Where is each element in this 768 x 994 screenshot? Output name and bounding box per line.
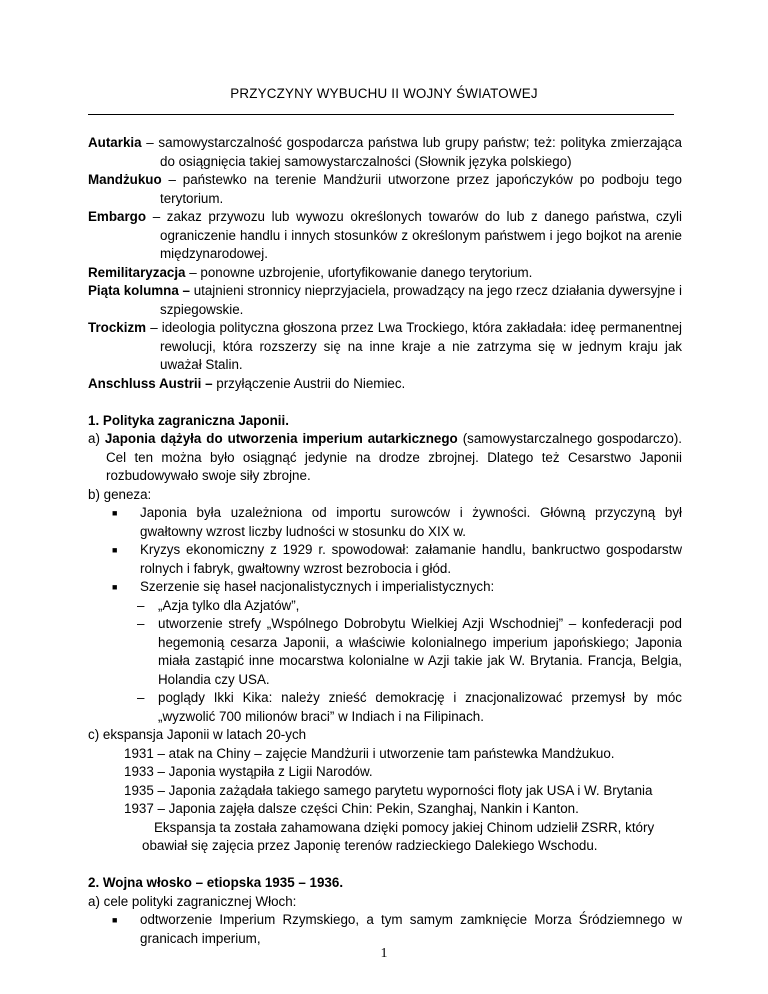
year-entry: 1935 – Japonia zażądała takiego samego parytetu wyporności floty jak USA i W. Brytania <box>124 782 653 798</box>
dash-icon: – <box>137 616 145 631</box>
definition-anschluss <box>88 375 682 394</box>
year-entry: 1933 – Japonia wystąpiła z Ligii Narodów. <box>124 764 373 779</box>
point-emphasis: Japonia dążyła do utworzenia imperium autarkicznego <box>104 431 458 446</box>
definition-term: Autarkia <box>88 135 142 150</box>
definition-text: – zakaz przywozu lub wywozu określonych towarów do lub z danego państwa, czyli ograniczenie handlu i innych stosunków z określonym państwem i jego bojkot na arenie międzynarodowej. <box>146 209 682 261</box>
section1-point-c: c) ekspansja Japonii w latach 20-ych <box>88 727 307 742</box>
bullet-item <box>88 578 682 597</box>
expansion-note-continued: obawiał się zajęcia przez Japonię terenów radzieckiego Dalekiego Wschodu. <box>142 838 598 853</box>
dash-item <box>88 689 682 726</box>
point-label: a) <box>88 431 105 446</box>
definition-term: Piąta kolumna – <box>88 283 190 298</box>
section1-point-b: b) geneza: <box>88 486 152 502</box>
document-body <box>88 134 682 948</box>
dash-text: „Azja tylko dla Azjatów”, <box>158 597 300 613</box>
point-text: (samowystarczalnego gospodarczo). Cel ten można było osiągnąć jedynie na drodze zbrojnej. Dlatego też Cesarstwo Japonii rozbudowywało swoje siły zbrojne. <box>106 431 682 483</box>
bullet-item <box>88 541 682 578</box>
definition-remilitaryzacja <box>88 264 682 283</box>
definition-text: – państewko na terenie Mandżurii utworzone przez japończyków po podboju tego terytorium. <box>160 172 682 206</box>
definition-term: Remilitaryzacja <box>88 264 186 280</box>
dash-icon: – <box>137 690 145 705</box>
definition-text: utajnieni stronnicy nieprzyjaciela, prowadzący na jego rzecz działania dywersyjne i szpiegowskie. <box>160 283 682 317</box>
definition-term: Mandżukuo <box>88 172 162 187</box>
square-bullet-icon: ■ <box>112 545 118 555</box>
expansion-note: Ekspansja ta została zahamowana dzięki pomocy jakiej Chinom udzielił ZSRR, który <box>154 819 655 835</box>
square-bullet-icon: ■ <box>112 508 118 518</box>
bullet-text: Japonia była uzależniona od importu surowców i żywności. Główną przyczyną był gwałtowny wzrost liczby ludności w stosunku do XIX w. <box>140 505 682 539</box>
dash-text: utworzenie strefy „Wspólnego Dobrobytu Wielkiej Azji Wschodniej” – konfederacji pod hegemonią cesarza Japonii, a właściwie kolonialnego imperium japońskiego; Japonia miała zastąpić inne mocarstwa kolonialne w Azji takie jak W. Brytania. Francja, Belgia, Holandia czy USA. <box>158 616 682 687</box>
bullet-text: Kryzys ekonomiczny z 1929 r. spowodował: załamanie handlu, bankructwo gospodarstw rolnych i fabryk, gwałtowny wzrost bezrobocia i głód. <box>140 542 682 576</box>
bullet-item <box>88 504 682 541</box>
dash-item <box>88 615 682 689</box>
bullet-text: Szerzenie się haseł nacjonalistycznych i imperialistycznych: <box>140 579 495 594</box>
year-entry: 1931 – atak na Chiny – zajęcie Mandżurii i utworzenie tam państewka Mandżukuo. <box>124 745 615 761</box>
bullet-text: odtworzenie Imperium Rzymskiego, a tym samym zamknięcie Morza Śródziemnego w granicach imperium, <box>140 912 682 946</box>
year-entry: 1937 – Japonia zajęła dalsze części Chin: Pekin, Szanghaj, Nankin i Kanton. <box>124 801 579 816</box>
dash-item <box>88 597 682 616</box>
section2-point-a: a) cele polityki zagranicznej Włoch: <box>88 893 297 909</box>
dash-text: poglądy Ikki Kika: należy znieść demokrację i znacjonalizować przemysł by móc „wyzwolić 700 milionów braci” w Indiach i na Filipinach. <box>158 690 682 724</box>
bullet-item <box>88 911 682 948</box>
definition-text: – samowystarczalność gospodarcza państwa lub grupy państw; też: polityka zmierzająca do osiągnięcia takiej samowystarczalności (Słownik języka polskiego) <box>141 135 682 169</box>
title-underline <box>88 114 674 115</box>
page-number: 1 <box>380 946 388 961</box>
page-title: PRZYCZYNY WYBUCHU II WOJNY ŚWIATOWEJ <box>230 86 538 101</box>
section-heading-italy-ethiopia: 2. Wojna włosko – etiopska 1935 – 1936. <box>88 875 344 890</box>
section1-point-a <box>88 430 682 486</box>
definition-piata-kolumna <box>88 282 682 319</box>
dash-icon: – <box>137 597 145 613</box>
definition-mandzukuo <box>88 171 682 208</box>
definition-term: Anschluss Austrii – <box>88 375 213 391</box>
definition-text: – ideologia polityczna głoszona przez Lwa Trockiego, która zakładała: ideę permanentnej rewolucji, która rozszerzy się na inne kraje a nie zatrzyma się w jednym kraju jak uważał Stalin. <box>146 320 682 372</box>
definition-text: przyłączenie Austrii do Niemiec. <box>212 375 406 391</box>
definition-autarkia <box>88 134 682 171</box>
section-heading-japan: 1. Polityka zagraniczna Japonii. <box>88 412 289 428</box>
definition-text: – ponowne uzbrojenie, ufortyfikowanie danego terytorium. <box>185 264 533 280</box>
definition-term: Trockizm <box>88 320 147 335</box>
square-bullet-icon: ■ <box>112 915 118 925</box>
square-bullet-icon: ■ <box>112 582 118 592</box>
definition-embargo <box>88 208 682 264</box>
definition-term: Embargo <box>88 209 147 224</box>
definition-trockizm <box>88 319 682 375</box>
